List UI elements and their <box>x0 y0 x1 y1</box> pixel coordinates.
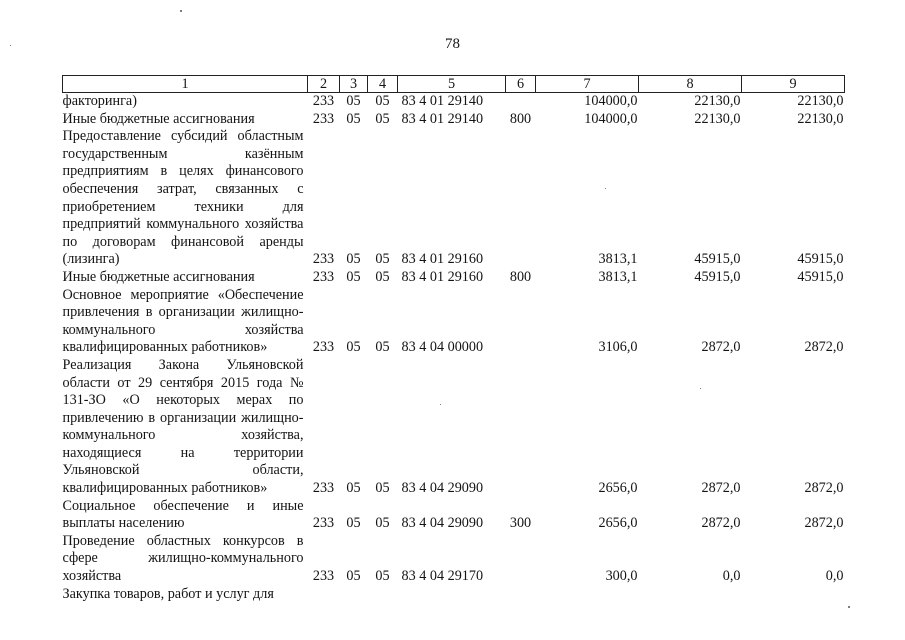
cell-amount-col8: 45915,0 <box>694 268 741 285</box>
cell-expense-type: 300 <box>509 515 532 532</box>
cell-amount-col7 <box>536 586 639 604</box>
cell-section-code: 05 <box>346 339 361 356</box>
cell-amount-col9: 22130,0 <box>797 93 844 109</box>
cell-subsection-code: 05 <box>375 93 390 109</box>
cell-ministry-code: 233 <box>312 568 335 585</box>
cell-amount-col7: 3813,1 <box>598 268 638 285</box>
cell-amount-col7: 3813,1 <box>598 251 638 268</box>
cell-subsection-code: 05 <box>375 268 390 285</box>
column-header: 8 <box>639 76 742 93</box>
row-name: Социальное обеспечение и иные выплаты населению <box>62 497 304 532</box>
cell-subsection-code: 05 <box>375 515 390 532</box>
column-header: 2 <box>308 76 340 93</box>
cell-target-article: 83 4 01 29160 <box>401 268 484 285</box>
cell-target-article <box>398 586 506 604</box>
cell-amount-col8: 2872,0 <box>701 339 741 356</box>
cell-target-article: 83 4 01 29140 <box>401 93 484 109</box>
cell-amount-col9: 22130,0 <box>797 110 844 127</box>
cell-ministry-code: 233 <box>312 93 335 109</box>
cell-ministry-code: 233 <box>312 251 335 268</box>
cell-subsection-code: 05 <box>375 480 390 497</box>
cell-ministry-code: 233 <box>312 339 335 356</box>
scan-speck <box>10 45 11 46</box>
cell-amount-col8: 45915,0 <box>694 251 741 268</box>
cell-ministry-code: 233 <box>312 268 335 285</box>
cell-target-article: 83 4 04 00000 <box>401 339 484 356</box>
cell-expense-type <box>506 93 536 111</box>
table-row <box>63 533 845 586</box>
cell-amount-col7: 104000,0 <box>584 110 638 127</box>
cell-section-code: 05 <box>346 93 361 109</box>
cell-target-article: 83 4 01 29160 <box>401 251 484 268</box>
cell-expense-type <box>506 357 536 498</box>
cell-section-code: 05 <box>346 110 361 127</box>
column-header: 4 <box>368 76 398 93</box>
row-name: Закупка товаров, работ и услуг для <box>62 585 274 602</box>
cell-amount-col8 <box>639 586 742 604</box>
cell-target-article: 83 4 04 29090 <box>401 480 484 497</box>
cell-amount-col9: 2872,0 <box>804 339 844 356</box>
page-number: 78 <box>445 36 460 52</box>
header-row <box>63 76 845 93</box>
column-header: 6 <box>506 76 536 93</box>
cell-amount-col7: 104000,0 <box>584 93 638 109</box>
cell-ministry-code: 233 <box>312 515 335 532</box>
table-row <box>63 357 845 498</box>
cell-expense-type <box>506 128 536 269</box>
row-name: Проведение областных конкурсов в сфере жилищно-коммунального хозяйства <box>62 532 304 585</box>
cell-section-code: 05 <box>346 515 361 532</box>
cell-ministry-code: 233 <box>312 480 335 497</box>
cell-amount-col8: 0,0 <box>722 568 741 585</box>
scan-speck <box>440 404 441 405</box>
column-header: 9 <box>742 76 845 93</box>
cell-amount-col7: 300,0 <box>605 568 638 585</box>
cell-section-code: 05 <box>346 268 361 285</box>
scan-speck <box>848 606 850 608</box>
column-header: 5 <box>398 76 506 93</box>
column-header: 3 <box>340 76 368 93</box>
table-row <box>63 586 845 604</box>
cell-ministry-code <box>308 586 340 604</box>
cell-amount-col9: 2872,0 <box>804 515 844 532</box>
scan-speck <box>700 388 701 389</box>
cell-amount-col8: 22130,0 <box>694 110 741 127</box>
cell-amount-col7: 2656,0 <box>598 515 638 532</box>
cell-subsection-code: 05 <box>375 251 390 268</box>
cell-target-article: 83 4 04 29090 <box>401 515 484 532</box>
column-header: 1 <box>63 76 308 93</box>
cell-amount-col9: 45915,0 <box>797 251 844 268</box>
row-name: Иные бюджетные ассигнования <box>62 110 255 127</box>
cell-amount-col9: 45915,0 <box>797 268 844 285</box>
budget-table <box>62 75 845 603</box>
cell-subsection-code: 05 <box>375 110 390 127</box>
cell-subsection-code: 05 <box>375 339 390 356</box>
cell-expense-type <box>506 586 536 604</box>
scan-speck <box>605 188 606 189</box>
cell-target-article: 83 4 04 29170 <box>401 568 484 585</box>
cell-expense-type: 800 <box>509 110 532 127</box>
cell-amount-col9: 0,0 <box>825 568 844 585</box>
cell-section-code: 05 <box>346 568 361 585</box>
cell-ministry-code: 233 <box>312 110 335 127</box>
row-name: Предоставление субсидий областным государственным казённым предприятиям в целях финансового обеспечения затрат, связанных с приобретением техники для предприятий коммунального хозяйства по договорам финансовой аренды (лизинга) <box>62 128 304 268</box>
cell-amount-col8: 22130,0 <box>694 93 741 109</box>
row-name: факторинга) <box>62 93 137 109</box>
cell-section-code: 05 <box>346 480 361 497</box>
cell-amount-col8: 2872,0 <box>701 515 741 532</box>
cell-subsection-code: 05 <box>375 568 390 585</box>
cell-expense-type <box>506 287 536 357</box>
cell-section-code <box>340 586 368 604</box>
table-row <box>63 269 845 287</box>
scan-speck <box>180 10 182 12</box>
cell-amount-col7: 2656,0 <box>598 480 638 497</box>
cell-amount-col7: 3106,0 <box>598 339 638 356</box>
column-header: 7 <box>536 76 639 93</box>
table-row <box>63 111 845 129</box>
table-row <box>63 93 845 111</box>
row-name: Иные бюджетные ассигнования <box>62 268 255 285</box>
cell-expense-type <box>506 533 536 586</box>
cell-subsection-code <box>368 586 398 604</box>
table-row <box>63 287 845 357</box>
row-name: Реализация Закона Ульяновской области от 29 сентября 2015 года № 131-ЗО «О некоторых мерах по привлечению в организации жилищно-коммунального хозяйства, находящиеся на территории Ульяновской области, квалифицированных работников» <box>62 356 304 497</box>
cell-section-code: 05 <box>346 251 361 268</box>
cell-amount-col8: 2872,0 <box>701 480 741 497</box>
table-row <box>63 128 845 269</box>
row-name: Основное мероприятие «Обеспечение привлечения в организации жилищно-коммунального хозяйства квалифицированных работников» <box>62 286 304 356</box>
cell-expense-type: 800 <box>509 268 532 285</box>
cell-amount-col9 <box>742 586 845 604</box>
cell-amount-col9: 2872,0 <box>804 480 844 497</box>
cell-target-article: 83 4 01 29140 <box>401 110 484 127</box>
table-row <box>63 498 845 533</box>
